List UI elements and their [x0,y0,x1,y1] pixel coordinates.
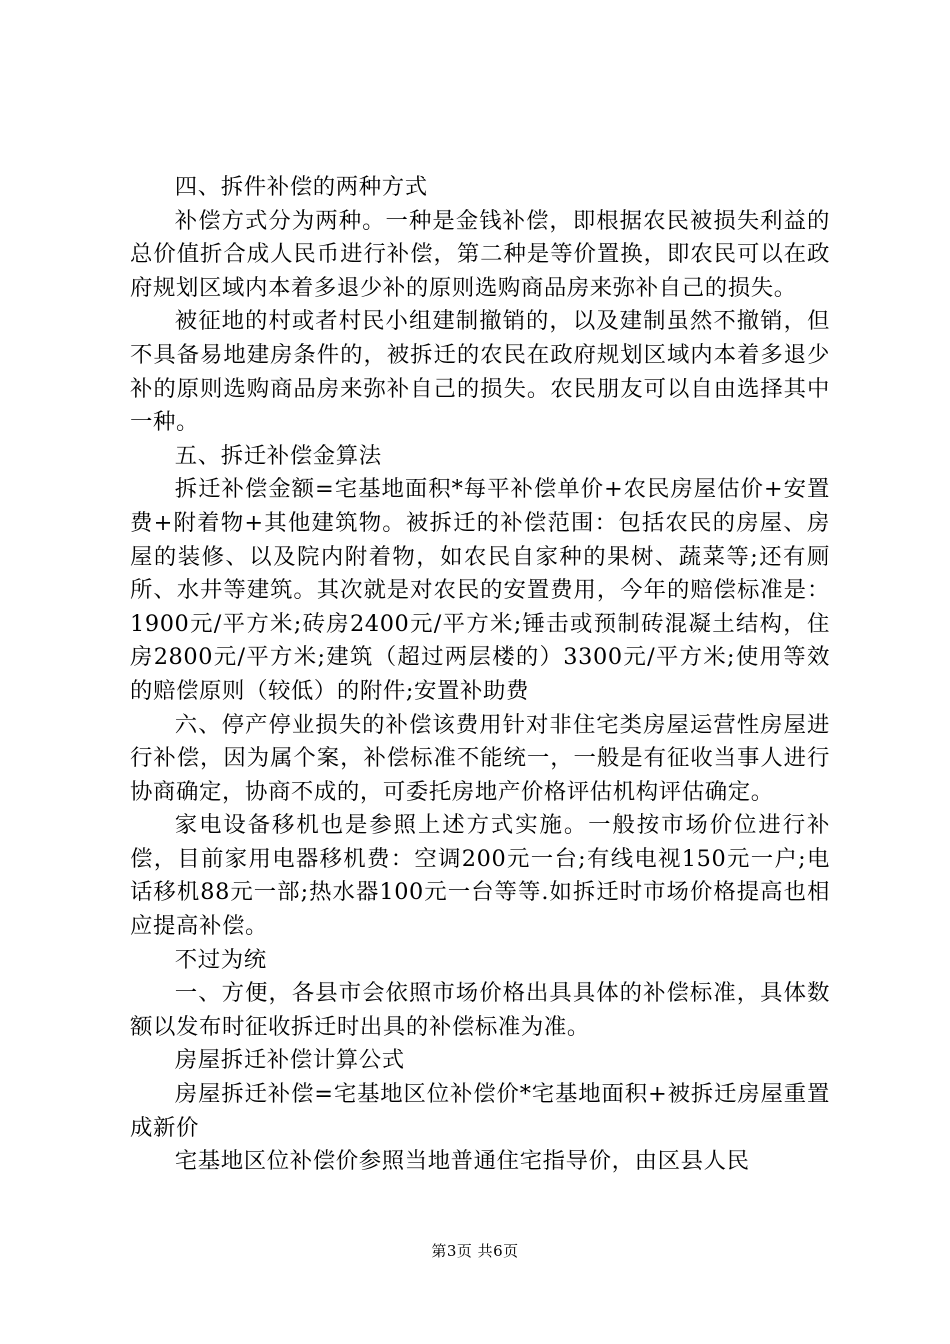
paragraph-county-standards: 一、方便，各县市会依照市场价格出具具体的补偿标准，具体数额以发布时征收拆迁时出具的补偿标准为准。 [130,980,830,1040]
section-heading-formula: 房屋拆迁补偿计算公式 [174,1047,405,1074]
paragraph-village-dissolved: 被征地的村或者村民小组建制撤销的，以及建制虽然不撤销，但不具备易地建房条件的，被拆迁的农民在政府规划区域内本着多退少补的原则选购商品房来弥补自己的损失。农民朋友可以自由选择其中一种。 [130,308,830,436]
section-heading-4: 四、拆件补偿的两种方式 [174,174,428,200]
paragraph-compensation-formula: 拆迁补偿金额=宅基地面积*每平补偿单价+农民房屋估价+安置费+附着物+其他建筑物。被拆迁的补偿范围：包括农民的房屋、房屋的装修、以及院内附着物，如农民自家种的果树、蔬菜等;还有厕所、水井等建筑。其次就是对农民的安置费用，今年的赔偿标准是：1900元/平方米;砖房2400元/平方米;锤击或预制砖混凝土结构，住房2800元/平方米;建筑（超过两层楼的）3300元/平方米;使用等效的赔偿原则（较低）的附件;安置补助费 [130,476,830,704]
paragraph-location-price: 宅基地区位补偿价参照当地普通住宅指导价，由区县人民 [174,1148,750,1175]
paragraph-compensation-methods: 补偿方式分为两种。一种是金钱补偿，即根据农民被损失利益的总价值折合成人民币进行补偿，第二种是等价置换，即农民可以在政府规划区域内本着多退少补的原则选购商品房来弥补自己的损失。 [130,207,830,301]
section-heading-5: 五、拆迁补偿金算法 [174,442,382,469]
page-number-footer: 第3页 共6页 [431,1242,519,1260]
paragraph-business-loss: 六、停产停业损失的补偿该费用针对非住宅类房屋运营性房屋进行补偿，因为属个案，补偿标准不能统一，一般是有征收当事人进行协商确定，协商不成的，可委托房地产价格评估机构评估确定。 [130,711,830,805]
paragraph-appliance-relocation: 家电设备移机也是参照上述方式实施。一般按市场价位进行补偿，目前家用电器移机费：空调200元一台;有线电视150元一户;电话移机88元一部;热水器100元一台等等.如拆迁时市场价格提高也相应提高补偿。 [130,812,830,940]
paragraph-demolition-formula: 房屋拆迁补偿=宅基地区位补偿价*宅基地面积+被拆迁房屋重置成新价 [130,1081,830,1141]
document-body [130,171,830,1179]
paragraph-fragment: 不过为统 [174,946,267,973]
